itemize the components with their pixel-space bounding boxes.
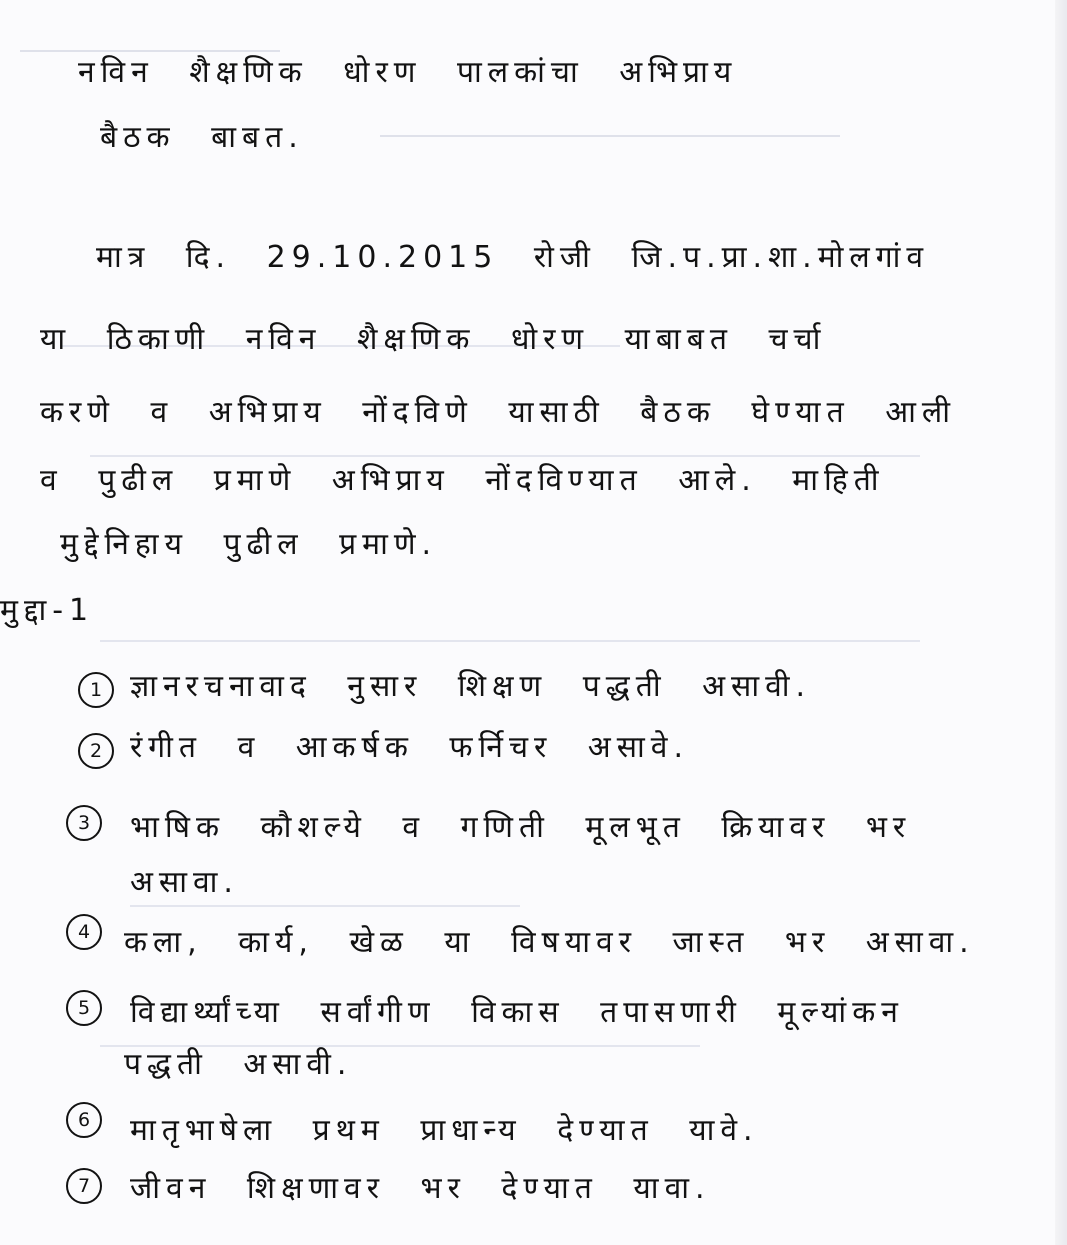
list-item-continuation: असावा. <box>130 865 239 900</box>
bleed-through-mark <box>100 640 920 642</box>
list-item: विद्यार्थ्यांच्या सर्वांगीण विकास तपासणारी मूल्यांकन <box>130 995 904 1030</box>
list-item: भाषिक कौशल्ये व गणिती मूलभूत क्रियावर भर <box>130 810 912 845</box>
bleed-through-mark <box>380 135 840 137</box>
item-number: 3 <box>66 805 102 841</box>
bleed-through-mark <box>90 455 920 457</box>
list-item-continuation: पद्धती असावी. <box>124 1047 353 1082</box>
body-line-2: या ठिकाणी नविन शैक्षणिक धोरण याबाबत चर्चा <box>40 322 827 357</box>
item-number: 4 <box>66 914 102 950</box>
body-line-4: व पुढील प्रमाणे अभिप्राय नोंदविण्यात आले. माहिती <box>40 463 885 498</box>
list-item: रंगीत व आकर्षक फर्निचर असावे. <box>130 730 689 765</box>
item-number: 2 <box>78 733 114 769</box>
section-label: मुद्दा-1 <box>0 593 95 628</box>
bleed-through-mark <box>130 905 520 907</box>
item-number: 1 <box>78 672 114 708</box>
body-line-3: करणे व अभिप्राय नोंदविणे यासाठी बैठक घेण्यात आली <box>40 395 956 430</box>
body-line-5: मुद्देनिहाय पुढील प्रमाणे. <box>60 527 438 562</box>
page-edge-shadow <box>1055 0 1067 1245</box>
body-line-1: मात्र दि. 29.10.2015 रोजी जि.प.प्रा.शा.मोलगांव <box>96 240 930 275</box>
list-item: ज्ञानरचनावाद नुसार शिक्षण पद्धती असावी. <box>130 669 812 704</box>
list-item: मातृभाषेला प्रथम प्राधान्य देण्यात यावे. <box>130 1113 759 1148</box>
item-number: 7 <box>66 1168 102 1204</box>
title-line-1: नविन शैक्षणिक धोरण पालकांचा अभिप्राय <box>78 55 738 90</box>
item-number: 6 <box>66 1102 102 1138</box>
list-item: कला, कार्य, खेळ या विषयावर जास्त भर असावा. <box>124 925 975 960</box>
title-line-2: बैठक बाबत. <box>100 120 304 155</box>
item-number: 5 <box>66 990 102 1026</box>
list-item: जीवन शिक्षणावर भर देण्यात यावा. <box>130 1171 711 1206</box>
